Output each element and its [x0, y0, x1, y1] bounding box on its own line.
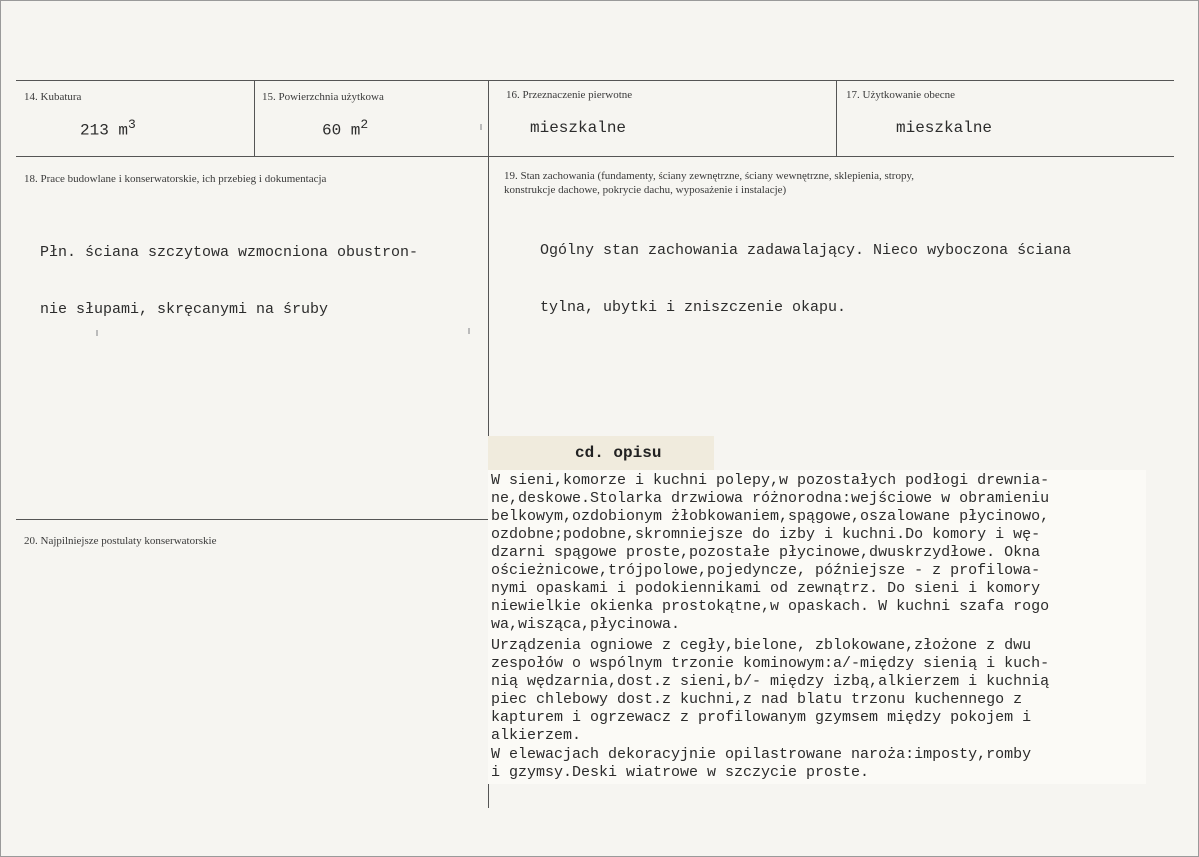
- text-line: wa,wisząca,płycinowa.: [491, 616, 681, 633]
- przeznaczenie-label: 16. Przeznaczenie pierwotne: [506, 89, 633, 101]
- kubatura-value: 213 $m^3$: [80, 117, 136, 140]
- text-line: piec chlebowy dost.z kuchni,z nad blatu trzonu kuchennego z: [491, 691, 1023, 708]
- continuation-paragraph: [491, 637, 1143, 745]
- text-line: nią wędzarnia,dost.z sieni,b/- między izbą,alkierzem i kuchnią: [491, 673, 1050, 690]
- continuation-paragraph: [491, 746, 1143, 782]
- stan-line: Ogólny stan zachowania zadawalający. Nieco wyboczona ściana: [540, 242, 1072, 259]
- stan-label: [504, 169, 914, 197]
- powierzchnia-label: 15. Powierzchnia użytkowa: [262, 91, 384, 103]
- text-line: kapturem i ogrzewacz z profilowanym gzymsem między pokojem i: [491, 709, 1032, 726]
- stan-line: tylna, ubytki i zniszczenie okapu.: [540, 299, 847, 316]
- text-line: niewielkie okienka prostokątne,w opaskach. W kuchni szafa rogo: [491, 598, 1050, 615]
- scan-speck: [468, 328, 470, 334]
- stan-label-line: 19. Stan zachowania (fundamenty, ściany zewnętrzne, ściany wewnętrzne, sklepienia, stropy,: [504, 170, 915, 182]
- top-rule: [16, 80, 1174, 81]
- stan-text: [540, 203, 1071, 336]
- uzytkowanie-value: mieszkalne: [896, 119, 993, 137]
- uzytkowanie-label: 17. Użytkowanie obecne: [846, 89, 956, 101]
- scan-speck: [96, 330, 98, 336]
- section-divider-left: [16, 519, 488, 520]
- text-line: W elewacjach dekoracyjnie opilastrowane naroża:imposty,romby: [491, 746, 1032, 763]
- row-divider: [16, 156, 1174, 157]
- przeznaczenie-value: mieszkalne: [530, 119, 627, 137]
- continuation-paragraph: [491, 472, 1143, 634]
- text-line: W sieni,komorze i kuchni polepy,w pozostałych podłogi drewnia-: [491, 472, 1050, 489]
- text-line: belkowym,ozdobionym żłobkowaniem,spągowe,oszalowane płycinowo,: [491, 508, 1050, 525]
- text-line: Urządzenia ogniowe z cegły,bielone, zblokowane,złożone z dwu: [491, 637, 1032, 654]
- stan-label-line: konstrukcje dachowe, pokrycie dachu, wyposażenie i instalacje): [504, 184, 787, 196]
- text-line: ozdobne;podobne,skromniejsze do izby i kuchni.Do komory i wę-: [491, 526, 1041, 543]
- text-line: i gzymsy.Deski wiatrowe w szczycie proste.: [491, 764, 870, 781]
- text-line: ne,deskowe.Stolarka drzwiowa różnorodna:wejściowe w obramieniu: [491, 490, 1050, 507]
- text-line: ościeżnicowe,trójpolowe,pojedyncze, późniejsze - z profilowa-: [491, 562, 1041, 579]
- scan-speck: [480, 124, 482, 130]
- prace-text: [40, 205, 418, 338]
- powierzchnia-value: 60 $m^2$: [322, 117, 369, 140]
- prace-line: nie słupami, skręcanymi na śruby: [40, 301, 329, 318]
- col-divider-1: [254, 80, 255, 156]
- prace-line: Płn. ściana szczytowa wzmocniona obustron-: [40, 244, 419, 261]
- text-line: zespołów o wspólnym trzonie kominowym:a/-między sienią i kuch-: [491, 655, 1050, 672]
- continuation-title: cd. opisu: [575, 444, 662, 462]
- kubatura-label: 14. Kubatura: [24, 91, 82, 103]
- postulaty-label: 20. Najpilniejsze postulaty konserwatorskie: [24, 535, 217, 547]
- text-line: dzarni spągowe proste,pozostałe płycinowe,dwuskrzydłowe. Okna: [491, 544, 1041, 561]
- text-line: nymi opaskami i podokiennikami od zewnątrz. Do sieni i komory: [491, 580, 1041, 597]
- col-divider-3: [836, 80, 837, 156]
- prace-label: 18. Prace budowlane i konserwatorskie, ich przebieg i dokumentacja: [24, 173, 327, 185]
- text-line: alkierzem.: [491, 727, 582, 744]
